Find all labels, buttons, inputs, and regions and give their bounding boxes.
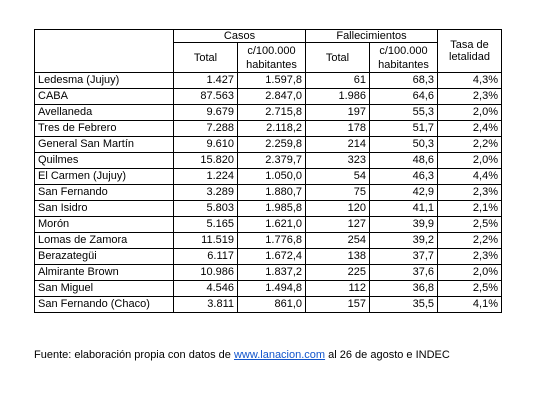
cell-fall-per100k: 46,3 [370,169,438,185]
cell-name: Almirante Brown [35,265,174,281]
cell-name: San Fernando (Chaco) [35,297,174,313]
header-casos-per100k: c/100.000 habitantes [238,43,306,73]
cell-fall-per100k: 35,5 [370,297,438,313]
cell-name: General San Martín [35,137,174,153]
header-row-groups [35,30,502,43]
cell-fall-total: 138 [306,249,370,265]
cell-name: San Isidro [35,201,174,217]
cell-name: Morón [35,217,174,233]
table-row [35,217,502,233]
cell-fall-per100k: 55,3 [370,105,438,121]
table-row [35,297,502,313]
cell-casos-total: 7.288 [174,121,238,137]
cell-casos-total: 5.165 [174,217,238,233]
cell-casos-total: 1.224 [174,169,238,185]
cell-fall-total: 120 [306,201,370,217]
cell-tasa: 2,4% [438,121,502,137]
cell-fall-total: 254 [306,233,370,249]
cell-fall-per100k: 36,8 [370,281,438,297]
cell-fall-total: 225 [306,265,370,281]
cell-casos-total: 10.986 [174,265,238,281]
cell-casos-total: 5.803 [174,201,238,217]
cell-tasa: 2,0% [438,105,502,121]
cell-fall-total: 214 [306,137,370,153]
cell-casos-per100k: 1.050,0 [238,169,306,185]
cell-casos-total: 87.563 [174,89,238,105]
table-row [35,249,502,265]
table-row [35,233,502,249]
source-note [34,349,450,361]
header-tasa-letalidad: Tasa de letalidad [438,30,502,73]
cell-name: San Fernando [35,185,174,201]
cell-tasa: 2,1% [438,201,502,217]
table-row [35,185,502,201]
cell-fall-per100k: 37,7 [370,249,438,265]
cell-fall-per100k: 42,9 [370,185,438,201]
cell-tasa: 2,3% [438,249,502,265]
cell-fall-total: 112 [306,281,370,297]
table-row [35,137,502,153]
cell-fall-per100k: 41,1 [370,201,438,217]
cell-fall-total: 157 [306,297,370,313]
cell-fall-total: 178 [306,121,370,137]
cell-fall-total: 197 [306,105,370,121]
cell-fall-total: 75 [306,185,370,201]
cell-casos-per100k: 2.715,8 [238,105,306,121]
data-table [34,29,502,313]
cell-casos-per100k: 1.985,8 [238,201,306,217]
cell-fall-total: 127 [306,217,370,233]
table-row [35,89,502,105]
cell-fall-total: 61 [306,73,370,89]
header-fallecimientos: Fallecimientos [306,30,438,43]
table-body [35,73,502,313]
cell-fall-per100k: 39,9 [370,217,438,233]
table-row [35,121,502,137]
source-prefix: Fuente: elaboración propia con datos de [34,349,234,361]
cell-casos-total: 1.427 [174,73,238,89]
header-blank [35,30,174,73]
cell-name: CABA [35,89,174,105]
cell-fall-per100k: 51,7 [370,121,438,137]
cell-name: Avellaneda [35,105,174,121]
table-row [35,169,502,185]
cell-name: Ledesma (Jujuy) [35,73,174,89]
cell-tasa: 2,3% [438,89,502,105]
cell-tasa: 4,3% [438,73,502,89]
header-fall-total: Total [306,43,370,73]
table-row [35,281,502,297]
cell-fall-per100k: 64,6 [370,89,438,105]
cell-casos-total: 15.820 [174,153,238,169]
cell-casos-total: 6.117 [174,249,238,265]
cell-fall-per100k: 39,2 [370,233,438,249]
cell-casos-per100k: 1.672,4 [238,249,306,265]
cell-tasa: 2,0% [438,265,502,281]
cell-casos-per100k: 861,0 [238,297,306,313]
cell-name: San Miguel [35,281,174,297]
cell-name: Quilmes [35,153,174,169]
table-row [35,201,502,217]
cell-casos-total: 3.811 [174,297,238,313]
cell-fall-per100k: 48,6 [370,153,438,169]
cell-tasa: 2,2% [438,233,502,249]
cell-casos-total: 3.289 [174,185,238,201]
cell-casos-total: 4.546 [174,281,238,297]
header-casos-total: Total [174,43,238,73]
cell-name: Berazategüi [35,249,174,265]
cell-fall-total: 54 [306,169,370,185]
cell-casos-per100k: 1.597,8 [238,73,306,89]
cell-fall-per100k: 50,3 [370,137,438,153]
cell-tasa: 2,5% [438,217,502,233]
cell-casos-total: 11.519 [174,233,238,249]
cell-tasa: 2,0% [438,153,502,169]
table-row [35,153,502,169]
table-row [35,73,502,89]
cell-casos-per100k: 1.837,2 [238,265,306,281]
cell-tasa: 2,5% [438,281,502,297]
cell-tasa: 4,1% [438,297,502,313]
table-row [35,265,502,281]
cell-casos-per100k: 1.776,8 [238,233,306,249]
cell-fall-total: 323 [306,153,370,169]
cell-casos-per100k: 1.880,7 [238,185,306,201]
cell-casos-per100k: 2.379,7 [238,153,306,169]
header-fall-per100k: c/100.000 habitantes [370,43,438,73]
cell-casos-total: 9.610 [174,137,238,153]
cell-tasa: 2,3% [438,185,502,201]
header-casos: Casos [174,30,306,43]
cell-casos-per100k: 2.259,8 [238,137,306,153]
source-suffix: al 26 de agosto e INDEC [325,349,450,361]
cell-fall-per100k: 37,6 [370,265,438,281]
cell-name: El Carmen (Jujuy) [35,169,174,185]
cell-tasa: 2,2% [438,137,502,153]
cell-casos-per100k: 2.847,0 [238,89,306,105]
cell-name: Tres de Febrero [35,121,174,137]
table-row [35,105,502,121]
cell-casos-per100k: 1.621,0 [238,217,306,233]
cell-tasa: 4,4% [438,169,502,185]
cell-casos-per100k: 2.118,2 [238,121,306,137]
cell-fall-total: 1.986 [306,89,370,105]
cell-fall-per100k: 68,3 [370,73,438,89]
cell-name: Lomas de Zamora [35,233,174,249]
cell-casos-total: 9.679 [174,105,238,121]
cell-casos-per100k: 1.494,8 [238,281,306,297]
source-link[interactable]: www.lanacion.com [233,349,326,361]
